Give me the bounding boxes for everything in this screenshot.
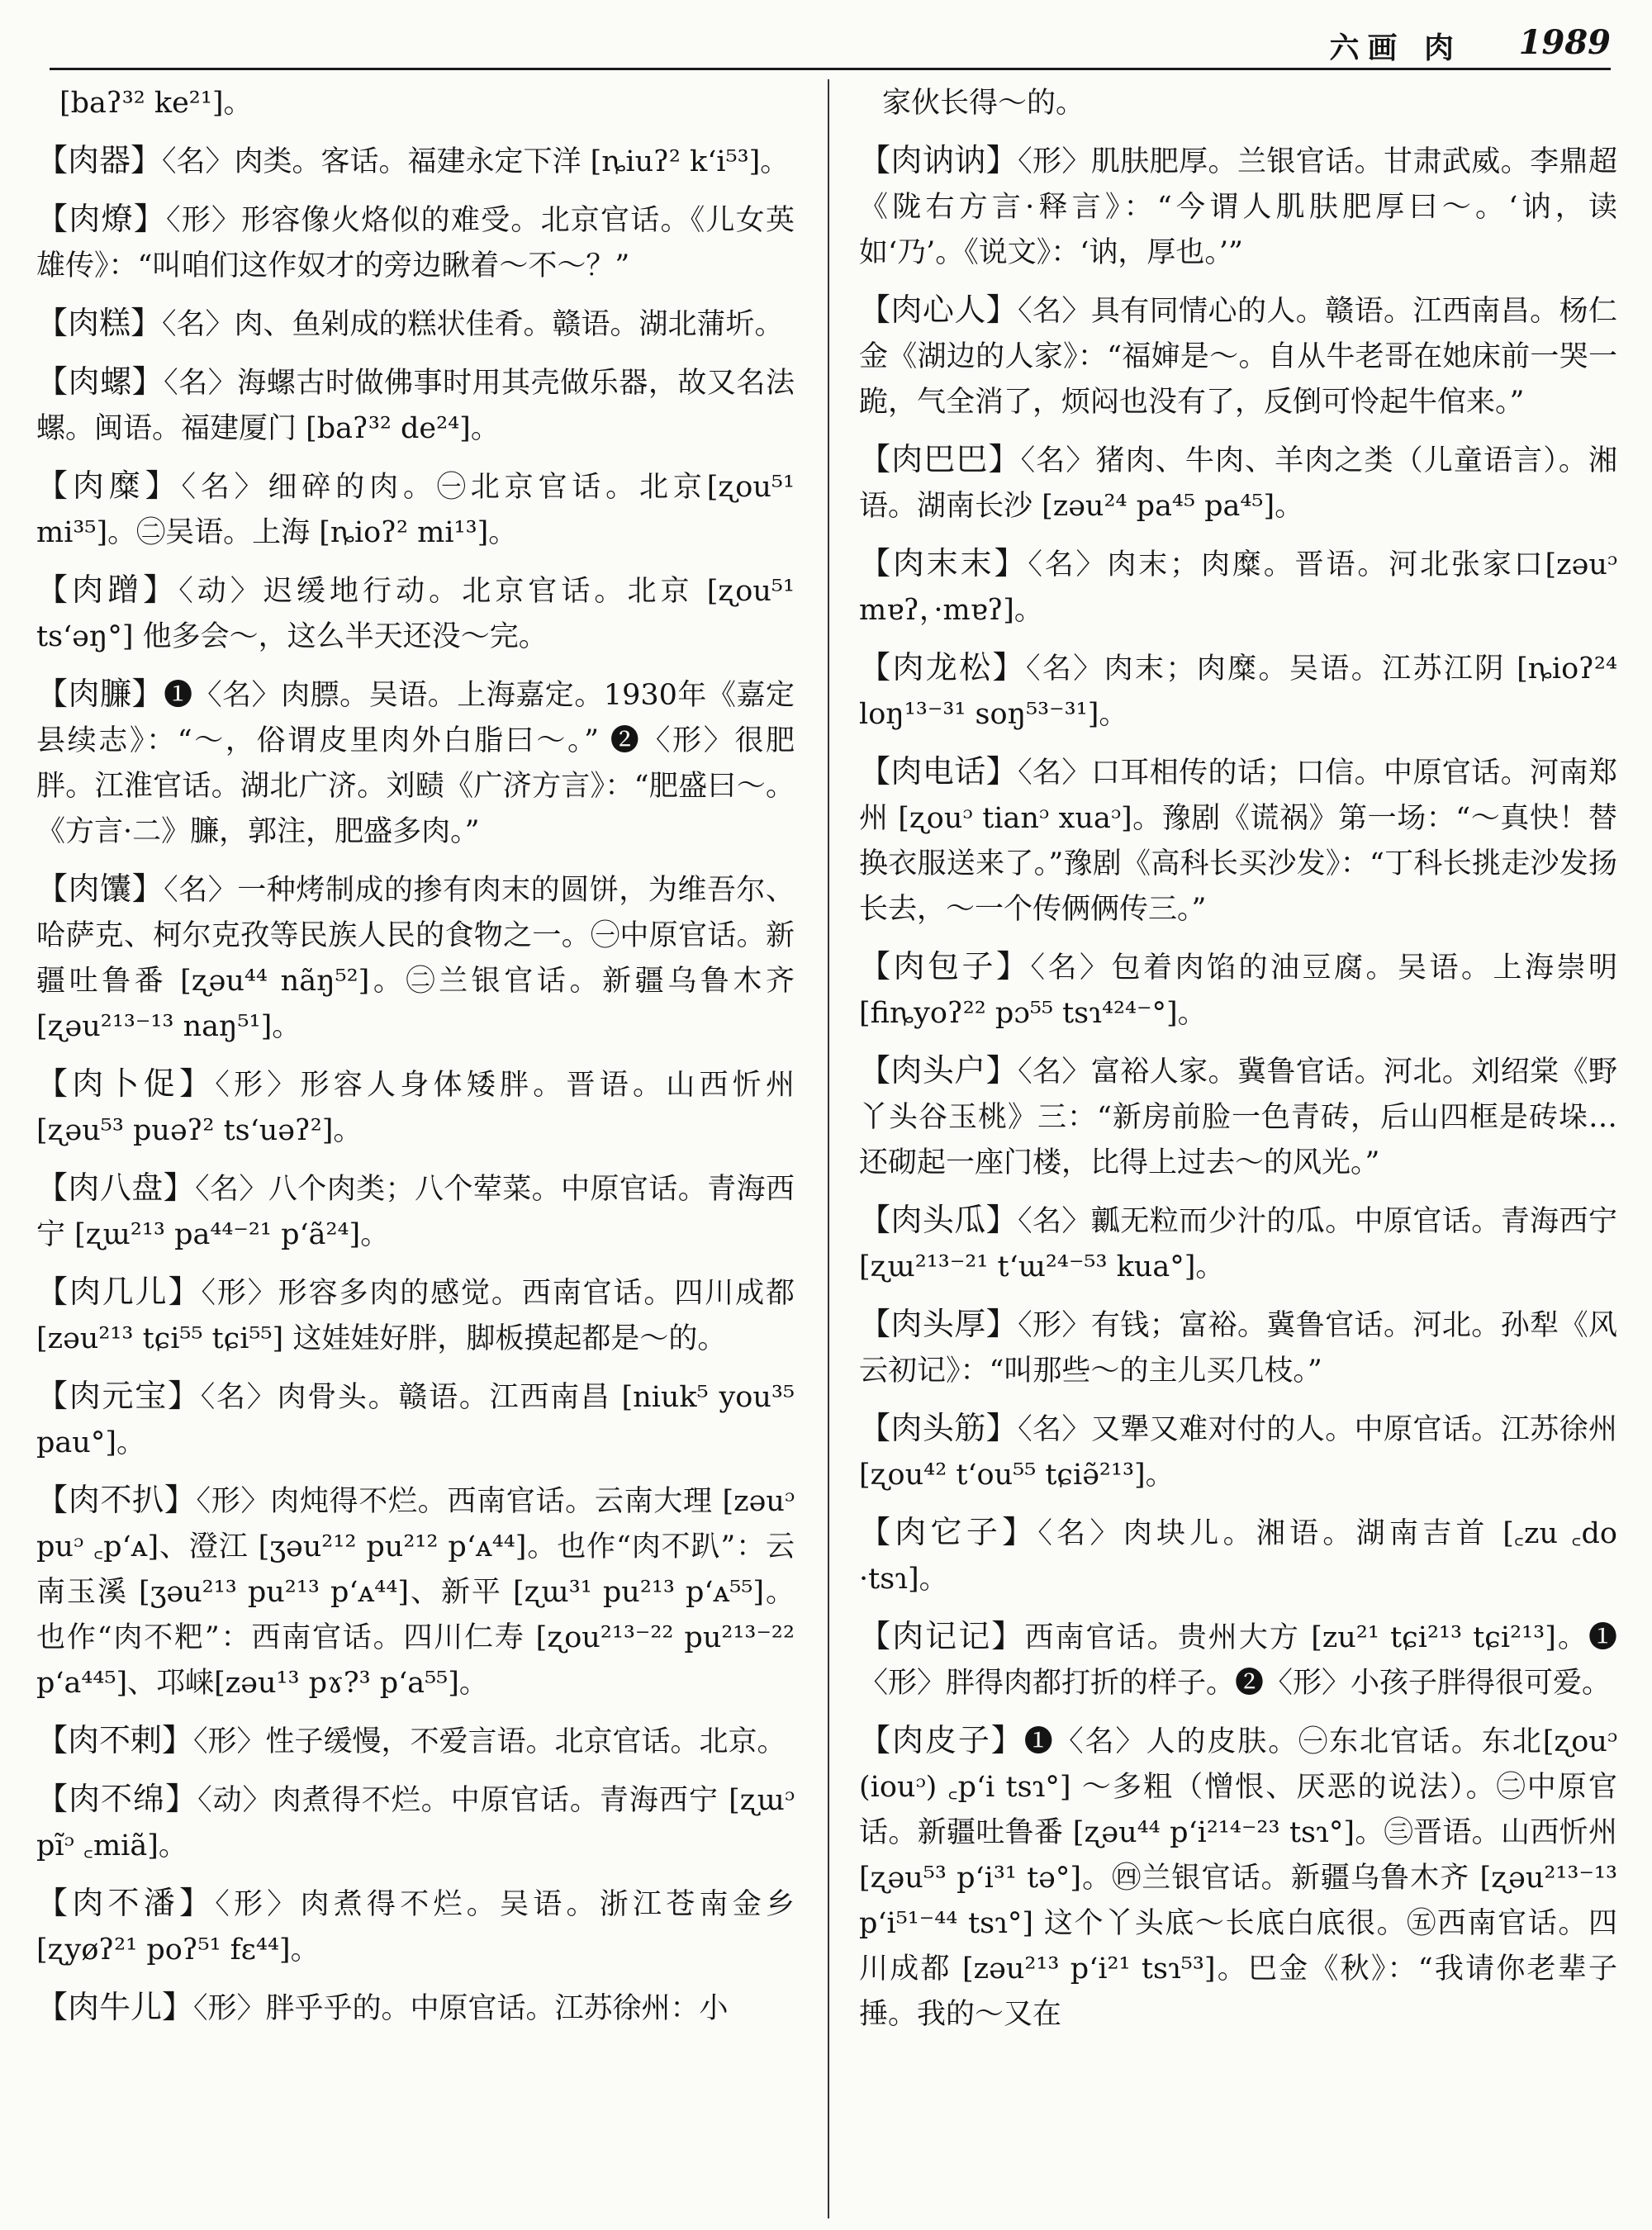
dictionary-entry	[859, 138, 1617, 276]
entry-headword: 【肉龙松】	[859, 649, 1026, 686]
entry-headword: 【肉几儿】	[36, 1274, 202, 1310]
dictionary-entry	[859, 1510, 1617, 1602]
dictionary-entry	[36, 671, 795, 855]
dictionary-entry	[36, 463, 795, 556]
dictionary-entry	[36, 567, 795, 660]
entry-headword: 【肉燎】	[36, 201, 166, 237]
entry-headword: 【肉头瓜】	[859, 1202, 1018, 1238]
dictionary-entry	[36, 301, 795, 348]
dictionary-entry	[859, 944, 1617, 1037]
entry-definition: 〈名〉肉骨头。赣语。江西南昌 [niuk⁵ you³⁵ pau°]。	[36, 1381, 795, 1459]
entry-headword: 【肉螺】	[36, 363, 164, 400]
entry-definition: 〈名〉细碎的肉。㊀北京官话。北京[ʐou⁵¹ mi³⁵]。㊁吴语。上海 [ȵioʔ² mi¹³]。	[36, 471, 795, 549]
dictionary-entry	[859, 1614, 1617, 1706]
entry-definition: 〈形〉胖乎乎的。中原官话。江苏徐州：小	[193, 1992, 729, 2025]
entry-headword: 【肉头筋】	[859, 1410, 1018, 1446]
dictionary-entry	[36, 359, 795, 452]
entry-definition: 〈形〉形容人身体矮胖。晋语。山西忻州 [ʐəu⁵³ puəʔ² ts‘uəʔ²]。	[36, 1069, 795, 1147]
entry-headword: 【肉蹭】	[36, 572, 179, 608]
entry-definition: 〈名〉包着肉馅的油豆腐。吴语。上海崇明 [fiȵyoʔ²² pɔ⁵⁵ tsɿ⁴²⁴⁻°]。	[859, 951, 1617, 1030]
dictionary-entry	[36, 1718, 795, 1765]
entry-definition: 〈形〉性子缓慢，不爱言语。北京官话。北京。	[193, 1725, 786, 1758]
dictionary-entry	[859, 1302, 1617, 1394]
dictionary-entry	[36, 1777, 795, 1869]
entry-definition: 〈形〉肉煮得不烂。吴语。浙江苍南金乡 [ʐyøʔ²¹ poʔ⁵¹ fɛ⁴⁴]。	[36, 1888, 795, 1967]
dictionary-entry	[36, 1478, 795, 1706]
entry-headword: 【肉讷讷】	[859, 142, 1018, 178]
entry-headword: 【肉不潘】	[36, 1885, 216, 1921]
entry-headword: 【肉糜】	[36, 467, 182, 504]
dictionary-entry	[36, 1374, 795, 1466]
dictionary-entry	[859, 749, 1617, 932]
entry-definition: 〈名〉肉、鱼剁成的糕状佳肴。赣语。湖北蒲圻。	[162, 308, 784, 341]
entry-headword: 【肉巴巴】	[859, 441, 1021, 477]
dictionary-entry	[36, 1985, 795, 2032]
entry-headword: 【肉心人】	[859, 292, 1018, 328]
column-divider	[828, 79, 829, 2218]
dictionary-entry	[859, 541, 1617, 633]
page-header	[50, 18, 1611, 70]
entry-definition: 〈名〉又犟又难对付的人。中原官话。江苏徐州 [ʐou⁴² t‘ou⁵⁵ tɕiə̃²¹³]。	[859, 1413, 1617, 1492]
entry-headword: 【肉八盘】	[36, 1170, 196, 1206]
entry-definition: 〈名〉具有同情心的人。赣语。江西南昌。杨仁金《湖边的人家》：“福婶是～。自从牛老哥在她床前一哭一跪，气全消了，烦闷也没有了，反倒可怜起牛倌来。”	[859, 295, 1617, 419]
entry-headword: 【肉不绵】	[36, 1781, 198, 1817]
entry-headword: 【肉牛儿】	[36, 1989, 194, 2025]
entry-definition: 〈动〉肉煮得不烂。中原官话。青海西宁 [ʐɯᵓ pĩᵓ ꜀miã]。	[36, 1784, 795, 1862]
dictionary-entry	[36, 1165, 795, 1258]
entry-definition: 〈名〉口耳相传的话；口信。中原官话。河南郑州 [ʐouᵓ tianᵓ xuaᵓ]。豫剧《谎祸》第一场：“～真快！替换衣服送来了。”豫剧《高科长买沙发》：“丁科长挑走沙发扬长去，～一个传俩俩传三。”	[859, 757, 1617, 926]
entry-headword: 【肉不扒】	[36, 1482, 197, 1518]
dictionary-entry	[859, 437, 1617, 529]
dictionary-entry	[859, 645, 1617, 738]
dictionary-entry	[859, 1198, 1617, 1290]
entry-definition: 〈动〉迟缓地行动。北京官话。北京 [ʐou⁵¹ ts‘əŋ°] 他多会～，这么半天还没～完。	[36, 575, 795, 653]
page-number: 1989	[1518, 23, 1611, 62]
entry-headword: 【肉皮子】	[859, 1722, 1024, 1758]
entry-definition: 西南官话。贵州大方 [zu²¹ tɕi²¹³ tɕi²¹³]。❶〈形〉胖得肉都打折的样子。❷〈形〉小孩子胖得很可爱。	[859, 1621, 1617, 1700]
entry-definition: 〈名〉一种烤制成的掺有肉末的圆饼，为维吾尔、哈萨克、柯尔克孜等民族人民的食物之一。㊀中原官话。新疆吐鲁番 [ʐəu⁴⁴ nãŋ⁵²]。㊁兰银官话。新疆乌鲁木齐 [ʐəu²¹³⁻¹³ naŋ⁵¹]。	[36, 874, 795, 1043]
entry-headword: 【肉元宝】	[36, 1378, 201, 1414]
entry-definition: 〈形〉形容像火烙似的难受。北京官话。《儿女英雄传》：“叫咱们这作奴才的旁边瞅着～不～？”	[36, 204, 795, 282]
dictionary-entry	[859, 1718, 1617, 2038]
dictionary-entry	[36, 1881, 795, 1973]
entry-headword: 【肉头户】	[859, 1052, 1018, 1089]
entry-definition: 〈名〉肉末；肉糜。吴语。江苏江阴 [ȵioʔ²⁴ loŋ¹³⁻³¹ soŋ⁵³⁻³¹]。	[859, 652, 1617, 731]
entry-definition: [baʔ³² ke²¹]。	[59, 87, 253, 120]
entry-headword: 【肉卜促】	[36, 1065, 216, 1102]
entry-definition: 〈名〉海螺古时做佛事时用其壳做乐器，故又名法螺。闽语。福建厦门 [baʔ³² de²⁴]。	[36, 367, 795, 445]
entry-headword: 【肉电话】	[859, 753, 1018, 790]
dictionary-entry	[36, 1269, 795, 1362]
entry-definition: 〈名〉肉末；肉糜。晋语。河北张家口[zəuᵓ mɐʔ，·mɐʔ]。	[859, 548, 1617, 627]
entry-definition: 〈名〉瓤无粒而少汁的瓜。中原官话。青海西宁 [ʐɯ²¹³⁻²¹ t‘ɯ²⁴⁻⁵³ kua°]。	[859, 1205, 1617, 1283]
entry-headword: 【肉糕】	[36, 305, 163, 341]
entry-headword: 【肉记记】	[859, 1618, 1025, 1654]
entry-definition: 〈形〉肉炖得不烂。西南官话。云南大理 [zəuᵓ puᵓ ꜀p‘ᴀ]、澄江 [ʒəu²¹² pu²¹² p‘ᴀ⁴⁴]。也作“肉不趴”：云南玉溪 [ʒəu²¹³ pu²¹³ p‘ᴀ⁴⁴]、新平 [ʐɯ³¹ pu²¹³ p‘ᴀ⁵⁵]。也作“肉不粑”：西南官话。四川仁寿 [ʐou²¹³⁻²² pu²¹³⁻²² p‘a⁴⁴⁵]、邛崃[zəu¹³ pɤ?³ p‘a⁵⁵]。	[36, 1485, 795, 1700]
entry-definition: 〈形〉肌肤肥厚。兰银官话。甘肃武威。李鼎超《陇右方言·释言》：“今谓人肌肤肥厚曰～。‘讷，读如‘乃’。《说文》：‘讷，厚也。’”	[859, 145, 1617, 269]
entry-headword: 【肉馕】	[36, 871, 164, 907]
entry-definition: 〈名〉肉块儿。湘语。湖南吉首 [꜀zu ꜀do ·tsɿ]。	[859, 1517, 1617, 1596]
running-head: 六画 肉	[1329, 31, 1462, 65]
entry-definition: 〈名〉富裕人家。冀鲁官话。河北。刘绍棠《野丫头谷玉桃》三：“新房前脸一色青砖，后山四框是砖垛…还砌起一座门楼，比得上过去～的风光。”	[859, 1056, 1617, 1179]
entry-definition: 〈名〉八个肉类；八个荤菜。中原官话。青海西宁 [ʐɯ²¹³ pa⁴⁴⁻²¹ p‘ã²⁴]。	[36, 1173, 795, 1251]
entry-headword: 【肉包子】	[859, 948, 1031, 985]
entry-definition: 家伙长得～的。	[882, 87, 1085, 120]
entry-headword: 【肉末末】	[859, 545, 1028, 581]
dictionary-entry	[859, 79, 1617, 126]
dictionary-entry	[859, 287, 1617, 425]
dictionary-entry	[859, 1048, 1617, 1186]
entry-headword: 【肉不剌】	[36, 1722, 194, 1758]
entry-definition: ❶〈名〉肉膘。吴语。上海嘉定。1930年《嘉定县续志》：“～，俗谓皮里肉外白脂曰～。” ❷〈形〉很肥胖。江淮官话。湖北广济。刘赜《广济方言》：“肥盛曰～。《方言·二》臁，郭注，肥盛多肉。”	[36, 679, 795, 848]
dictionary-entry	[859, 1406, 1617, 1498]
entry-headword: 【肉头厚】	[859, 1306, 1018, 1342]
entry-headword: 【肉它子】	[859, 1514, 1038, 1550]
dictionary-entry	[36, 79, 795, 126]
entry-definition: 〈名〉猪肉、牛肉、羊肉之类（儿童语言）。湘语。湖南长沙 [zəu²⁴ pa⁴⁵ pa⁴⁵]。	[859, 444, 1617, 523]
entry-definition: ❶〈名〉人的皮肤。㊀东北官话。东北[ʐouᵓ (iouᵓ) ꜀p‘i tsɿ°] ～多粗（憎恨、厌恶的说法）。㊁中原官话。新疆吐鲁番 [ʐəu⁴⁴ p‘i²¹⁴⁻²³ tsɿ°]。㊂晋语。山西忻州 [ʐəu⁵³ p‘i³¹ tə°]。㊃兰银官话。新疆乌鲁木齐 [ʐəu²¹³⁻¹³ p‘i⁵¹⁻⁴⁴ tsɿ°] 这个丫头底～长底白底很。㊄西南官话。四川成都 [zəu²¹³ p‘i²¹ tsɿ⁵³]。巴金《秋》：“我请你老辈子捶。我的～又在	[859, 1725, 1617, 2031]
dictionary-entry	[36, 138, 795, 185]
dictionary-entry	[36, 866, 795, 1050]
entry-headword: 【肉器】	[36, 142, 163, 178]
entry-definition: 〈名〉肉类。客话。福建永定下洋 [ȵiuʔ² k‘i⁵³]。	[162, 145, 790, 178]
dictionary-entry	[36, 1061, 795, 1154]
right-column	[859, 79, 1617, 2049]
dictionary-entry	[36, 197, 795, 289]
left-column	[36, 79, 795, 2043]
entry-definition: 〈形〉有钱；富裕。冀鲁官话。河北。孙犁《风云初记》：“叫那些～的主儿买几枝。”	[859, 1309, 1617, 1388]
entry-headword: 【肉臁】	[36, 676, 164, 712]
entry-definition: 〈形〉形容多肉的感觉。西南官话。四川成都 [zəu²¹³ tɕi⁵⁵ tɕi⁵⁵] 这娃娃好胖，脚板摸起都是～的。	[36, 1277, 795, 1355]
